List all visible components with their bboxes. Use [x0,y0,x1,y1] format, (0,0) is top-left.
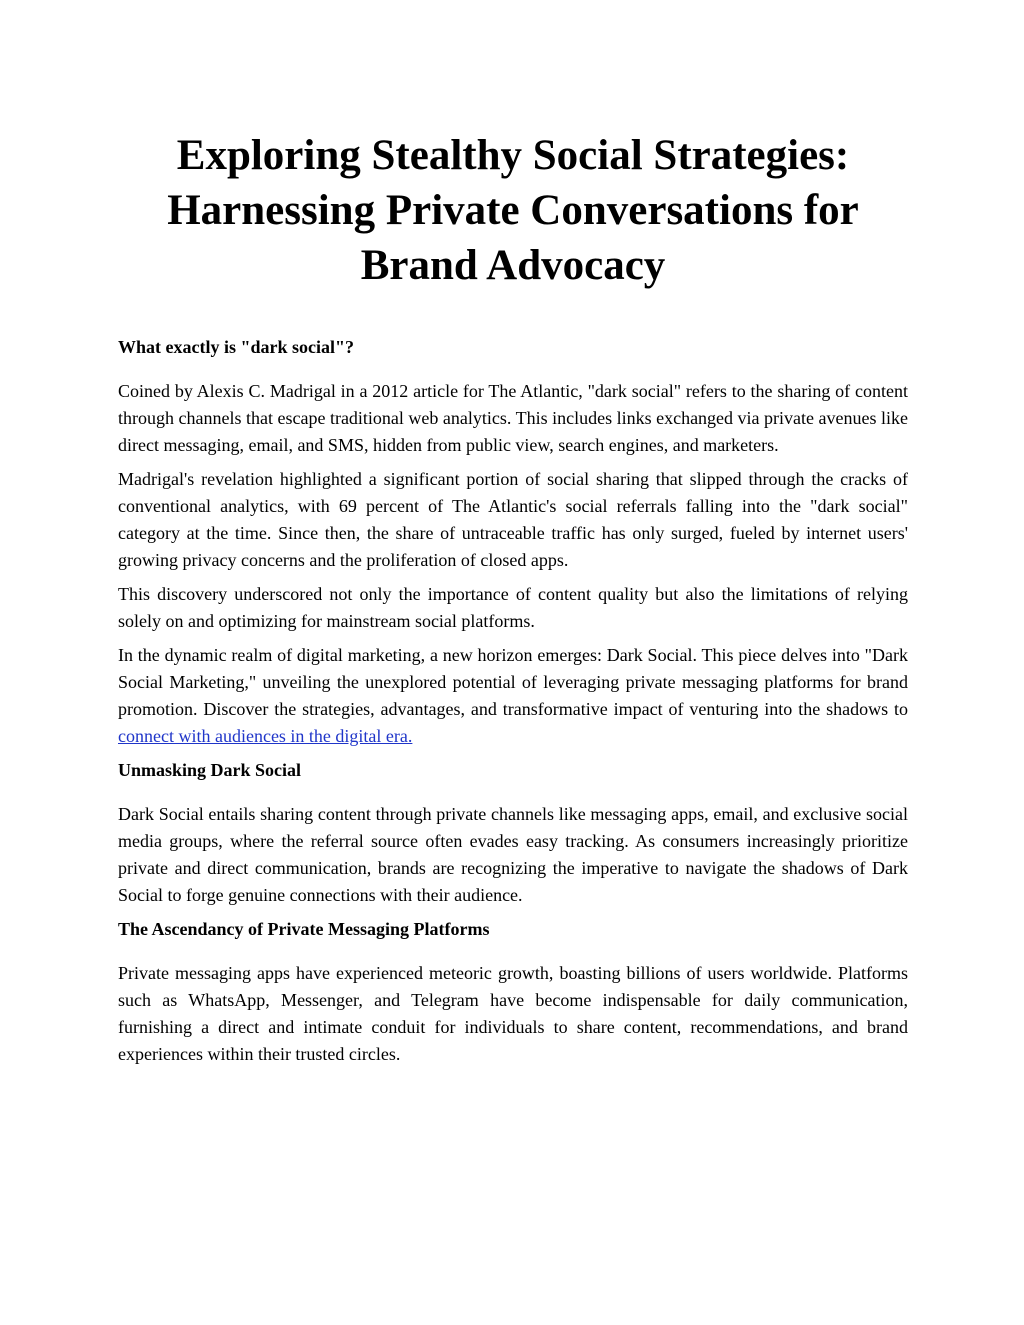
title-line-2: Harnessing Private Conversations for [167,187,859,234]
paragraph-revelation: Madrigal's revelation highlighted a significant portion of social sharing that slipped through the cracks of conventional analytics, with 69 percent of The Atlantic's social referrals falling into the "dark social" category at the time. Since then, the share of untraceable traffic has only surged, fueled by internet users' growing privacy concerns and the proliferation of closed apps. [118,469,908,570]
heading-ascendancy: The Ascendancy of Private Messaging Platforms [118,919,490,939]
title-line-1: Exploring Stealthy Social Strategies: [176,132,850,179]
connect-audiences-link[interactable]: connect with audiences in the digital era. [118,726,413,746]
heading-unmasking: Unmasking Dark Social [118,760,302,780]
paragraph-dynamic-realm-text: In the dynamic realm of digital marketing, a new horizon emerges: Dark Social. This piece delves into "Dark Social Marketing," unveiling the unexplored potential of leveraging private messaging platforms for brand promotion. Discover the strategies, advantages, and transformative impact of venturing into the shadows to [118,645,908,719]
paragraph-dark-social-entails: Dark Social entails sharing content through private channels like messaging apps, email, and exclusive social media groups, where the referral source often evades easy tracking. As consumers increasingly prioritize private and direct communication, brands are recognizing the imperative to navigate the shadows of Dark Social to forge genuine connections with their audience. [118,804,908,905]
paragraph-coined: Coined by Alexis C. Madrigal in a 2012 article for The Atlantic, "dark social" refers to the sharing of content through channels that escape traditional web analytics. This includes links exchanged via private avenues like direct messaging, email, and SMS, hidden from public view, search engines, and marketers. [118,381,908,455]
paragraph-dynamic-realm [118,642,908,750]
heading-dark-social-definition: What exactly is "dark social"? [118,337,354,357]
paragraph-private-messaging: Private messaging apps have experienced meteoric growth, boasting billions of users worldwide. Platforms such as WhatsApp, Messenger, and Telegram have become indispensable for daily communication, furnishing a direct and intimate conduit for individuals to share content, recommendations, and brand experiences within their trusted circles. [118,963,908,1064]
page-title [118,128,908,293]
paragraph-discovery: This discovery underscored not only the importance of content quality but also the limitations of relying solely on and optimizing for mainstream social platforms. [118,584,908,631]
title-line-3: Brand Advocacy [360,242,666,289]
document-page [118,128,908,1068]
